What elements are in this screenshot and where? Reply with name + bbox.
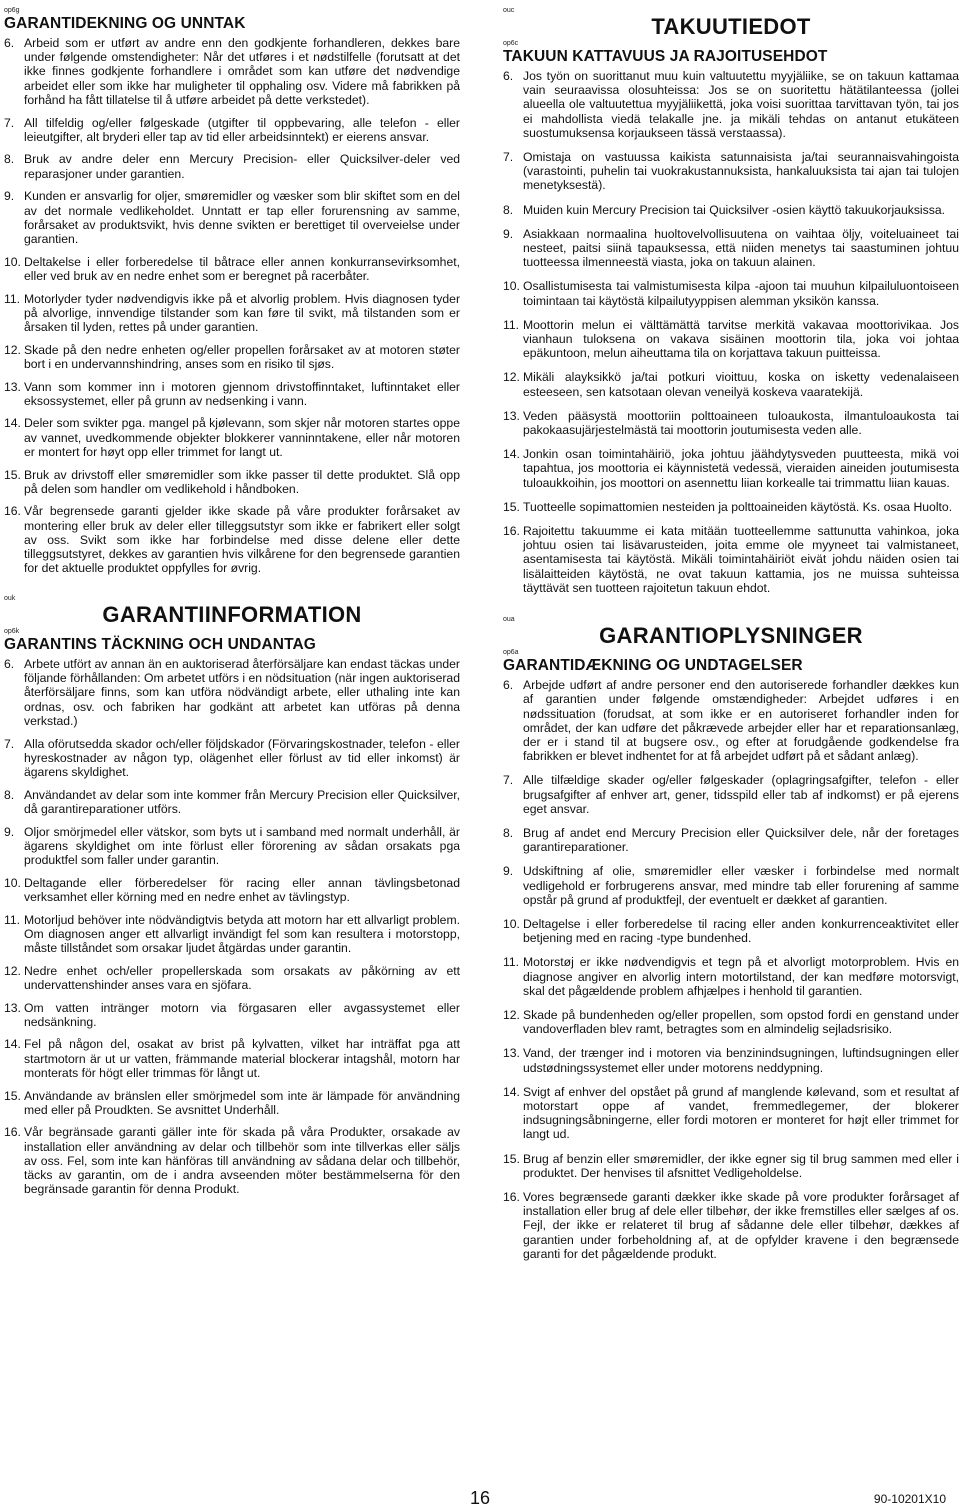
list-item	[503, 826, 959, 854]
list-item	[4, 504, 460, 575]
list-item	[4, 1037, 460, 1080]
item-number: 16.	[4, 1125, 21, 1140]
item-text: Vores begrænsede garanti dækker ikke skade på vore produkter forårsaget af installation eller brug af dele eller tilbehør, der ikke fremstilles eller sælges af os. Fejl, der ikke er relateret til brug af sådanne dele eller tilbehør, dækkes af garantien under forbeholdning af, at de opfylder kravene i den begrænsede garanti for det pågældende produkt.	[523, 1189, 959, 1261]
item-number: 6.	[4, 36, 15, 50]
item-text: Osallistumisesta tai valmistumisesta kilpa -ajoon tai muuhun kilpailuluontoiseen toimintaan tai käytöstä kilpailutyyppisen alemman yksikön kanssa.	[523, 279, 959, 308]
item-text: Användande av bränslen eller smörjmedel som inte är lämpade för användning med eller på Proudkten. Se avsnittet Underhåll.	[24, 1088, 460, 1117]
list-item	[4, 657, 460, 728]
item-number: 13.	[503, 1046, 520, 1061]
item-text: Fel på någon del, osakat av brist på kylvatten, vilket har inträffat pga att startmotorn är ut ur vatten, främmande material blockerar intagshål, motorn har monterats för högt eller trimmas för långt ut.	[24, 1037, 460, 1080]
item-number: 12.	[4, 963, 21, 978]
item-text: Alla oförutsedda skador och/eller följdskador (Förvaringskostnader, telefon - eller hyreskostnader av någon typ, olägenhet eller förlust av tid eller inkomst) är ägarens skyldighet.	[24, 736, 460, 779]
item-number: 14.	[503, 1084, 520, 1099]
list-item	[4, 343, 460, 371]
item-number: 8.	[503, 202, 514, 217]
item-number: 7.	[4, 736, 15, 751]
list-item	[4, 36, 460, 107]
list-item	[503, 1008, 959, 1036]
item-number: 9.	[4, 189, 15, 204]
item-number: 12.	[503, 370, 520, 385]
item-text: Bruk av drivstoff eller smøremidler som ikke passer til dette produktet. Slå opp på delen som handler om vedlikehold i håndboken.	[24, 467, 460, 496]
item-number: 11.	[503, 317, 520, 332]
list-item	[503, 370, 959, 398]
list-item	[4, 255, 460, 283]
section-title-no: GARANTIDEKNING OG UNNTAK	[4, 15, 246, 32]
item-text: Motorljud behöver inte nödvändigtvis betyda att motorn har ett allvarligt problem. Om diagnosen anger ett allvarligt invändigt fel som kan resultera i motorstopp, måste tillståndet som orsakar ljudet åtgärdas under garantin.	[24, 912, 460, 955]
list-item	[503, 227, 959, 270]
item-number: 11.	[4, 291, 21, 306]
big-title-fi: TAKUUTIEDOT	[651, 14, 811, 39]
item-number: 13.	[4, 1000, 21, 1015]
item-text: Omistaja on vastuussa kaikista satunnaisista ja/tai seurannaisvahingoista (varastointi, puhelin tai vuokrakustannuksista, hankaluuksista tai ajan tai tulojen menetyksestä).	[523, 150, 959, 193]
item-number: 15.	[503, 1151, 520, 1166]
item-list-no	[4, 36, 460, 576]
list-item	[503, 203, 959, 217]
item-text: Brug af andet end Mercury Precision eller Quicksilver dele, når der foretages garantireparationer.	[523, 825, 959, 855]
list-item	[503, 864, 959, 907]
item-text: Oljor smörjmedel eller vätskor, som byts ut i samband med normalt underhåll, är ägarens skyldighet om inte förlust eller förorening av sådan orsakats pga produktfel som faller under garantin.	[24, 824, 460, 867]
list-item	[4, 292, 460, 335]
section-title-da: GARANTIDÆKNING OG UNDTAGELSER	[503, 657, 803, 675]
list-item	[503, 773, 959, 816]
item-number: 13.	[503, 408, 520, 423]
item-number: 8.	[4, 152, 15, 167]
item-text: Vann som kommer inn i motoren gjennom drivstoffinntaket, luftinntaket eller eksossystemet, eller på grunn av nedsenking i vann.	[24, 379, 460, 408]
item-text: Arbejde udført af andre personer end den autoriserede forhandler dækkes kun af garantien under følgende omstændigheder: Arbejdet udføres i en nødssituation (forudsat, at som ikke er en autoriseret forhandler inden for området, der kan udføre det påkrævede arbejder eller har et reparationsanlæg, der er i stand til at bugsere osv., og efter at forudgående godkendelse fra fabrikken er blevet indhentet for at få arbejdet udført på et sådant anlæg).	[523, 678, 959, 764]
item-number: 8.	[503, 825, 514, 840]
list-item	[4, 1089, 460, 1117]
item-text: Arbete utfört av annan än en auktoriserad återförsäljare kan endast täckas under följande förhållanden: Om arbetet utförs i en nödsituation (när ingen auktoriserad återförsäljare finns, som kan utföra nödvändigt arbete, eller uthaling inte kan ordnas, osv. och fabriken har godkänt att arbetet kan utföras på denna verkstad.)	[24, 657, 460, 728]
list-item	[4, 152, 460, 180]
list-item	[503, 1046, 959, 1074]
list-item	[4, 737, 460, 780]
list-item	[503, 955, 959, 998]
item-number: 9.	[4, 824, 15, 839]
item-number: 16.	[4, 504, 21, 519]
list-item	[503, 500, 959, 514]
item-number: 11.	[503, 955, 520, 970]
item-number: 16.	[503, 524, 520, 539]
item-text: Asiakkaan normaalina huoltovelvollisuutena on vaihtaa öljy, voiteluaineet tai nesteet, paitsi siinä tapauksessa, että niiden menetys tai saastuminen johtuu tuotteessa ilmenneestä viasta, joka on takuun alainen.	[523, 226, 959, 270]
item-number: 6.	[503, 69, 514, 83]
item-text: Deltagelse i eller forberedelse til racing eller anden konkurrenceaktivitet eller betjening med en racing -type bundenhed.	[523, 916, 959, 946]
item-text: Deler som svikter pga. mangel på kjølevann, som skjer når motoren startes oppe av vannet, uvedkommende objekter blokkerer vanninntakene, eller når motoren er montert for høyt opp eller trimmet for langt ut.	[24, 416, 460, 459]
item-number: 13.	[4, 379, 21, 394]
item-text: Brug af benzin eller smøremidler, der ikke egner sig til brug sammen med eller i produktet. Der henvises til afsnittet Vedligeholdelse.	[523, 1151, 959, 1180]
page-number: 16	[469, 1488, 491, 1508]
list-item	[503, 69, 959, 140]
item-number: 9.	[503, 226, 514, 241]
item-number: 10.	[4, 254, 21, 269]
list-item	[4, 189, 460, 246]
left-column	[4, 6, 460, 1205]
list-item	[4, 380, 460, 408]
item-number: 6.	[4, 657, 15, 671]
item-text: Vår begränsade garanti gäller inte för skada på våra Produkter, orsakade av installation eller användning av delar och tillbehör som inte tillverkas eller säljs av oss. Fel, som inte kan hänföras till användning av sådana delar och tillbehör, täcks av garantin, om de i andra avseenden möter bestämmelserna för den begränsade garantin för denna Produkt.	[24, 1125, 460, 1197]
item-text: Udskiftning af olie, smøremidler eller væsker i forbindelse med normalt vedligehold er forbrugerens ansvar, med mindre tab eller forurening af samme opstår på grund af produktfejl, der eventuelt er dækket af garantien.	[523, 864, 959, 907]
list-item	[503, 279, 959, 307]
list-item	[503, 447, 959, 490]
list-item	[4, 964, 460, 992]
list-item	[4, 788, 460, 816]
item-number: 16.	[503, 1189, 520, 1204]
item-text: Tuotteelle sopimattomien nesteiden ja polttoaineiden käytöstä. Ks. osaa Huolto.	[523, 499, 953, 514]
item-list-sv	[4, 657, 460, 1197]
item-number: 7.	[503, 150, 514, 165]
item-text: Alle tilfældige skader og/eller følgeskader (oplagringsafgifter, telefon - eller brugsafgifter af enhver art, gener, tidsspild eller tab af indkomst) er på ejerens eget ansvar.	[523, 773, 959, 816]
item-text: Veden pääsystä moottoriin polttoaineen tuloaukosta, ilmantuloaukosta tai pakokaasujärjestelmästä tai moottorin joutumisesta veden alle.	[523, 408, 959, 438]
item-text: Vår begrensede garanti gjelder ikke skade på våre produkter forårsaket av montering eller bruk av deler eller tilleggsutstyr som ikke er fabrikert eller solgt av oss. Svikt som ikke har forbindelse med disse delene eller dette tilleggsutstyret, dekkes av garantien hvis vilkårene for den begrensede garantien for det aktuelle produktet oppfylles for øvrig.	[24, 504, 460, 576]
item-text: Motorstøj er ikke nødvendigvis et tegn på et alvorligt motorproblem. Hvis en diagnose angiver en alvorlig intern motortilstand, der kan medføre motorsvigt, skal det pågældende problem afhjælpes i henhold til garantien.	[523, 955, 959, 998]
item-number: 15.	[503, 499, 520, 514]
item-text: Om vatten intränger motorn via förgasaren eller avgassystemet eller nedsänkning.	[24, 1000, 460, 1029]
list-item	[4, 913, 460, 956]
item-number: 7.	[503, 773, 514, 788]
list-item	[4, 416, 460, 459]
item-text: Kunden er ansvarlig for oljer, smøremidler og væsker som blir skiftet som en del av det normale vedlikeholdet. Unntatt er tap eller forurensning av samme, forårsaket av produktsvikt, hvis denne svikten er berettiget til overveielse under garantien.	[24, 189, 460, 246]
list-item	[4, 468, 460, 496]
item-text: All tilfeldig og/eller følgeskade (utgifter til oppbevaring, alle telefon - eller leieutgifter, alt bryderi eller tap av tid eller arbeidsinntekt) er eierens ansvar.	[24, 115, 460, 144]
subsection-code: op6a	[503, 649, 519, 657]
list-item	[503, 1085, 959, 1142]
subsection-code: op6c	[503, 40, 519, 47]
list-item	[4, 1125, 460, 1196]
item-number: 11.	[4, 912, 21, 927]
item-number: 14.	[4, 416, 21, 431]
list-item	[503, 1190, 959, 1261]
item-text: Mikäli alayksikkö ja/tai potkuri vioittuu, koska on isketty vedenalaiseen esteeseen, sen katsotaan olevan veneilyä koskevа vaaratekijä.	[523, 370, 959, 399]
item-text: Deltakelse i eller forberedelse til båtrace eller annen konkurransevirksomhet, eller ved bruk av en nedre enhet som er beregnet på racerbåter.	[24, 254, 460, 283]
item-text: Jos työn on suorittanut muu kuin valtuutettu myyjäliike, se on takuun kattamaa vain seuraavissa olosuhteissa: Jos se on suoritettu hätätilanteessa (jollei alueella ole valtuutettua myyjäliikettä, joka voisi suorittaa tarvittavan työn, tai jos ei mahdollista viedä telakalle jne. ja mikäli tehdas on antanut etukäteen suostumuksensa korjaukseen tässä verstaassa).	[523, 69, 959, 140]
item-number: 14.	[4, 1037, 21, 1052]
section-title-sv: GARANTINS TÄCKNING OCH UNDANTAG	[4, 636, 316, 653]
item-number: 15.	[4, 1088, 21, 1103]
big-title-sv: GARANTIINFORMATION	[102, 602, 362, 627]
item-text: Moottorin melun ei välttämättä tarvitse merkitä vakavaa moottorivikaa. Jos vianhaun tuloksena on vakava sisäinen moottorin tila, joka voi johtaa epäkuntoon, melun aiheuttama tila on korjattava takuun puitteissa.	[523, 317, 959, 361]
section-title-fi: TAKUUN KATTAVUUS JA RAJOITUSEHDOT	[503, 48, 828, 65]
item-number: 14.	[503, 447, 520, 462]
item-number: 15.	[4, 467, 21, 482]
item-text: Jonkin osan toimintahäiriö, joka johtuu jäähdytysveden puutteesta, mikä voi tapahtua, jos moottoria ei käynnistetä vedessä, vieraiden aineiden joutumisesta tuloaukkoihin, jos moottori on asennettu liian korkealle tai trimmattu liian kauas.	[523, 447, 959, 490]
item-text: Vand, der trænger ind i motoren via benzinindsugningen, luftindsugningen eller udstødningssystemet eller under motorens neddypning.	[523, 1046, 959, 1075]
item-number: 12.	[4, 342, 21, 357]
item-text: Skade på bundenheden og/eller propellen, som opstod fordi en genstand under vandoverfladen blev ramt, betragtes som en almindelig sejladsrisiko.	[523, 1007, 959, 1037]
list-item	[503, 409, 959, 437]
item-number: 10.	[4, 875, 21, 890]
list-item	[503, 1152, 959, 1180]
item-text: Rajoitettu takuumme ei kata mitään tuotteellemme sattunutta vahinkoa, joka johtuu osien tai lisävarusteiden, joita emme ole myyneet tai valmistaneet, asentamisesta tai käytöstä. Mikäli toimintahäiriöt eivät johdu näiden osien tai lisälaitteiden käytöstä, ne ovat takuun kattamia, jos ne muissa suhteissa täyttävät sen tuotteen rajoitetun takuun ehdot.	[523, 524, 959, 595]
list-item	[503, 150, 959, 193]
section-code: op6g	[4, 7, 20, 14]
item-text: Arbeid som er utført av andre enn den godkjente forhandleren, dekkes bare under følgende omstendigheter: Når det utføres i et nødstilfelle (forutsatt at det ikke finnes godkjente forhandlere i området som kan utføre det nødvendige arbeidet eller som ikke har muligheter til opphaling osv. Videre må fabrikken på forhånd ha fått tillatelse til å utføre arbeidet på dette verkstedet).	[24, 36, 460, 107]
item-text: Skade på den nedre enheten og/eller propellen forårsaket av at motoren støter bort i en undervannshindring, anses som en risiko til sjøs.	[24, 342, 460, 371]
item-text: Nedre enhet och/eller propellerskada som orsakats av påkörning av ett undervattenshinder anses vara en sjöfara.	[24, 963, 460, 992]
item-list-fi	[503, 69, 959, 595]
list-item	[503, 917, 959, 945]
document-code: 90-10201X10	[873, 1492, 946, 1506]
item-text: Bruk av andre deler enn Mercury Precision- eller Quicksilver-deler ved reparasjoner under garantien.	[24, 152, 460, 181]
list-item	[503, 524, 959, 595]
list-item	[4, 1001, 460, 1029]
list-item	[4, 825, 460, 868]
list-item	[503, 318, 959, 361]
item-text: Användandet av delar som inte kommer från Mercury Precision eller Quicksilver, då garantireparationer utförs.	[24, 787, 460, 816]
item-text: Muiden kuin Mercury Precision tai Quicksilver -osien käyttö takuukorjauksissa.	[523, 202, 945, 217]
section-code: ouk	[4, 595, 16, 602]
right-column	[503, 6, 959, 1271]
subsection-code: op6k	[4, 628, 20, 635]
item-list-da	[503, 678, 959, 1261]
item-text: Deltagande eller förberedelser för racing eller annan tävlingsbetonad verksamhet eller körning med en nedre enhet av tävlingstyp.	[24, 875, 460, 904]
item-text: Svigt af enhver del opstået på grund af manglende kølevand, som et resultat af motorstart oppe af vandet, fremmedlegemer, der blokerer indsugningsåbningerne, eller fordi motoren er monteret for højt eller trimmet for langt ud.	[523, 1084, 959, 1142]
section-code: ouc	[503, 7, 515, 14]
item-number: 6.	[503, 678, 514, 693]
item-number: 9.	[503, 864, 514, 879]
list-item	[4, 116, 460, 144]
big-title-da: GARANTIOPLYSNINGER	[599, 623, 863, 649]
item-number: 8.	[4, 787, 15, 802]
item-number: 12.	[503, 1007, 520, 1022]
item-number: 10.	[503, 916, 520, 931]
item-text: Motorlyder tyder nødvendigvis ikke på et alvorlig problem. Hvis diagnosen tyder på alvorlige, innvendige tilstander som kan føre til svikt, må tilstanden som er årsaken til lyden, rettes på under garantien.	[24, 291, 460, 334]
item-number: 10.	[503, 279, 520, 294]
item-number: 7.	[4, 115, 15, 130]
section-code: oua	[503, 616, 515, 624]
list-item	[503, 678, 959, 763]
list-item	[4, 876, 460, 904]
